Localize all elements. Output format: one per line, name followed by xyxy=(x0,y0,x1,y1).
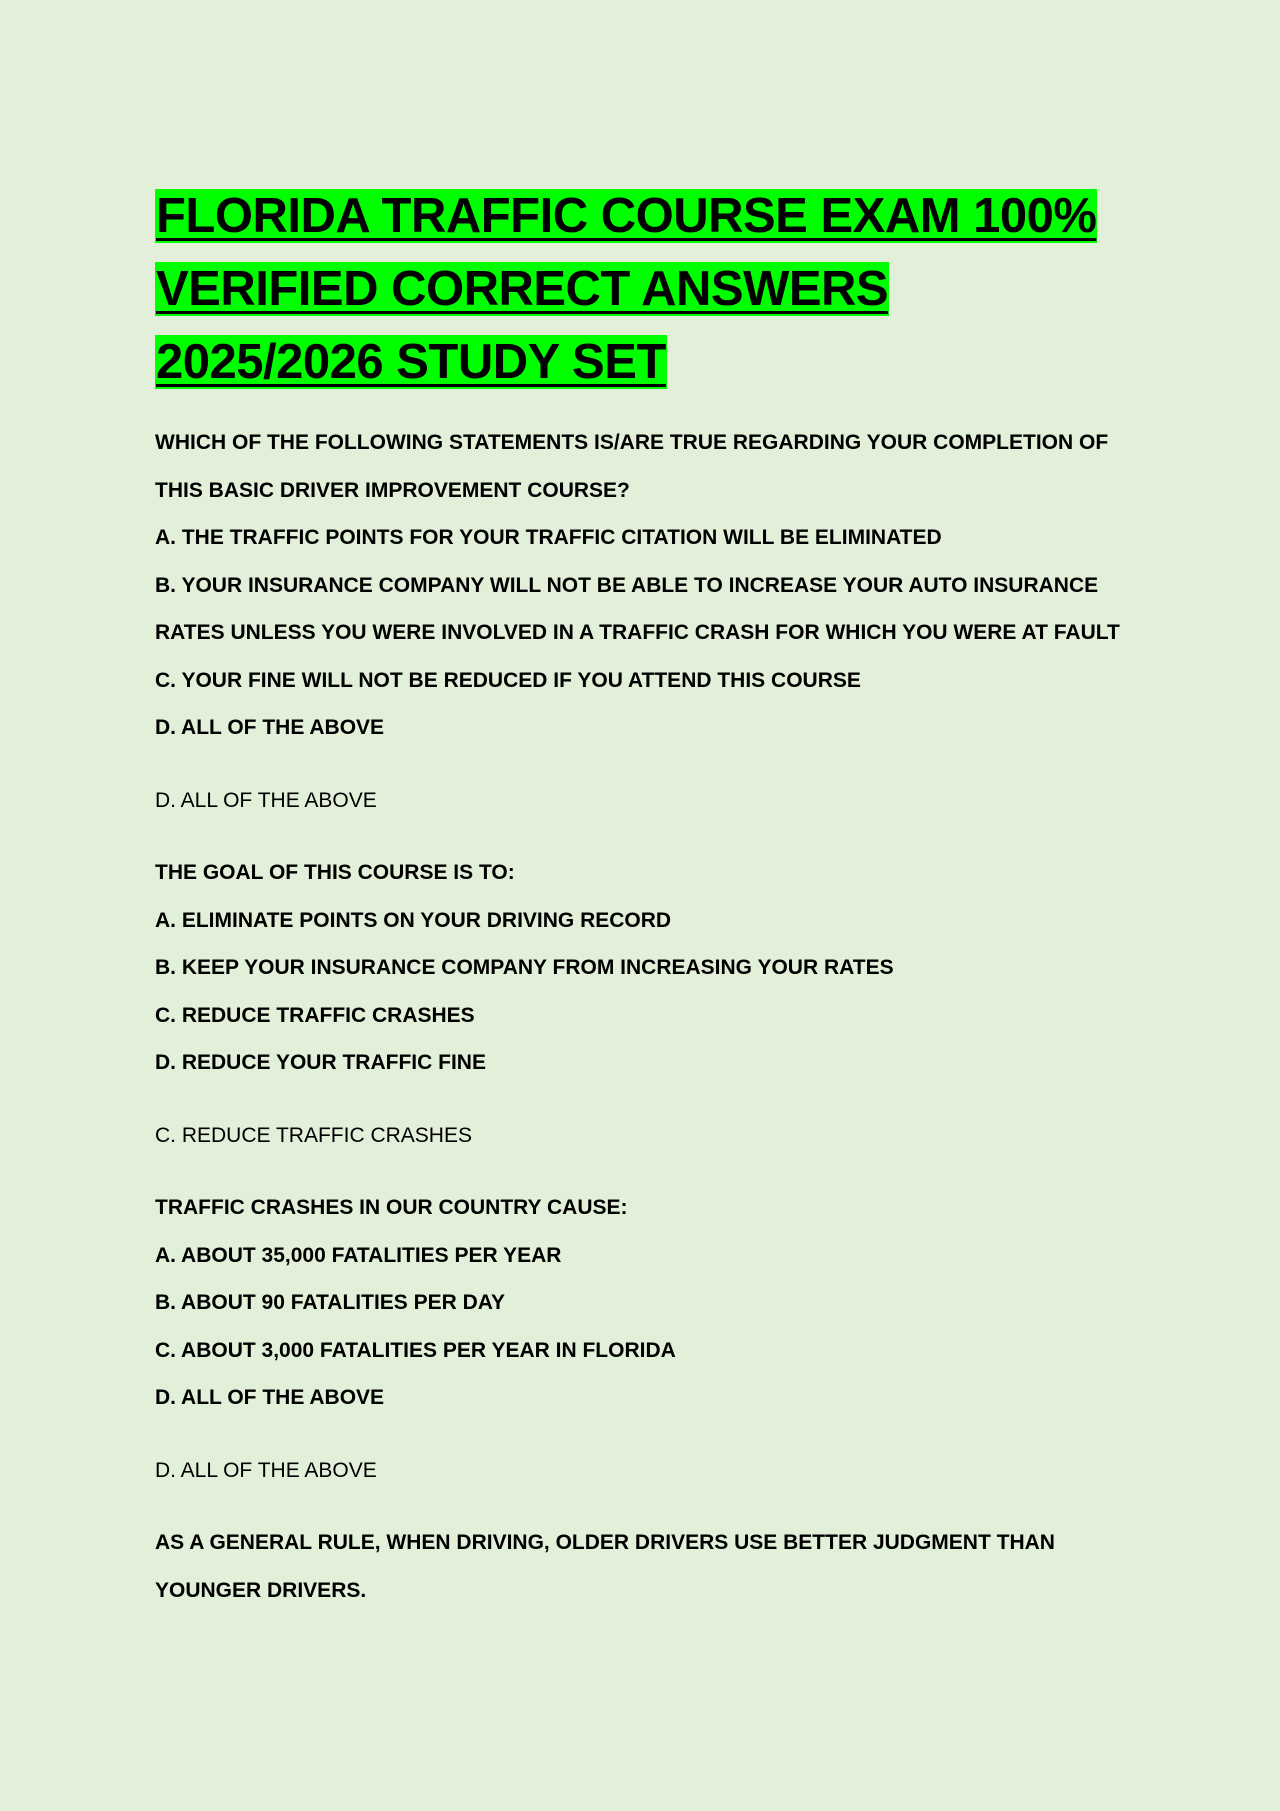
answer-option: D. ALL OF THE ABOVE xyxy=(155,716,385,739)
answer-option: B. YOUR INSURANCE COMPANY WILL NOT BE ABLE TO INCREASE YOUR AUTO INSURANCE xyxy=(155,573,1099,597)
question-block xyxy=(155,1184,1130,1494)
answer-option: A. ABOUT 35,000 FATALITIES PER YEAR xyxy=(155,1243,562,1267)
correct-answer: D. ALL OF THE ABOVE xyxy=(155,788,377,812)
answer-option: D. ALL OF THE ABOVE xyxy=(155,1386,385,1409)
question-text: WHICH OF THE FOLLOWING STATEMENTS IS/ARE TRUE REGARDING YOUR COMPLETION OF xyxy=(155,431,1109,454)
answer-option: C. YOUR FINE WILL NOT BE REDUCED IF YOU ATTEND THIS COURSE xyxy=(155,668,861,692)
title-line: 2025/2026 STUDY SET xyxy=(156,335,666,389)
question-text: AS A GENERAL RULE, WHEN DRIVING, OLDER DRIVERS USE BETTER JUDGMENT THAN xyxy=(155,1531,1055,1554)
question-block xyxy=(155,419,1130,824)
question-block xyxy=(155,1519,1130,1614)
document-title xyxy=(155,180,1130,399)
question-text: YOUNGER DRIVERS. xyxy=(155,1578,367,1602)
correct-answer: C. REDUCE TRAFFIC CRASHES xyxy=(155,1123,472,1147)
question-text: THIS BASIC DRIVER IMPROVEMENT COURSE? xyxy=(155,478,630,502)
title-line: FLORIDA TRAFFIC COURSE EXAM 100% xyxy=(156,189,1097,243)
answer-option: B. ABOUT 90 FATALITIES PER DAY xyxy=(155,1291,506,1314)
answer-option: A. THE TRAFFIC POINTS FOR YOUR TRAFFIC CITATION WILL BE ELIMINATED xyxy=(155,526,942,549)
question-text: THE GOAL OF THIS COURSE IS TO: xyxy=(155,861,515,884)
answer-option: C. ABOUT 3,000 FATALITIES PER YEAR IN FLORIDA xyxy=(155,1338,676,1362)
title-line: VERIFIED CORRECT ANSWERS xyxy=(156,262,889,316)
question-block xyxy=(155,849,1130,1159)
question-text: TRAFFIC CRASHES IN OUR COUNTRY CAUSE: xyxy=(155,1196,628,1219)
answer-option: B. KEEP YOUR INSURANCE COMPANY FROM INCREASING YOUR RATES xyxy=(155,956,894,979)
answer-option: C. REDUCE TRAFFIC CRASHES xyxy=(155,1003,475,1027)
correct-answer: D. ALL OF THE ABOVE xyxy=(155,1458,377,1482)
answer-option: RATES UNLESS YOU WERE INVOLVED IN A TRAFFIC CRASH FOR WHICH YOU WERE AT FAULT xyxy=(155,621,1120,644)
answer-option: A. ELIMINATE POINTS ON YOUR DRIVING RECORD xyxy=(155,908,672,932)
answer-option: D. REDUCE YOUR TRAFFIC FINE xyxy=(155,1051,486,1074)
